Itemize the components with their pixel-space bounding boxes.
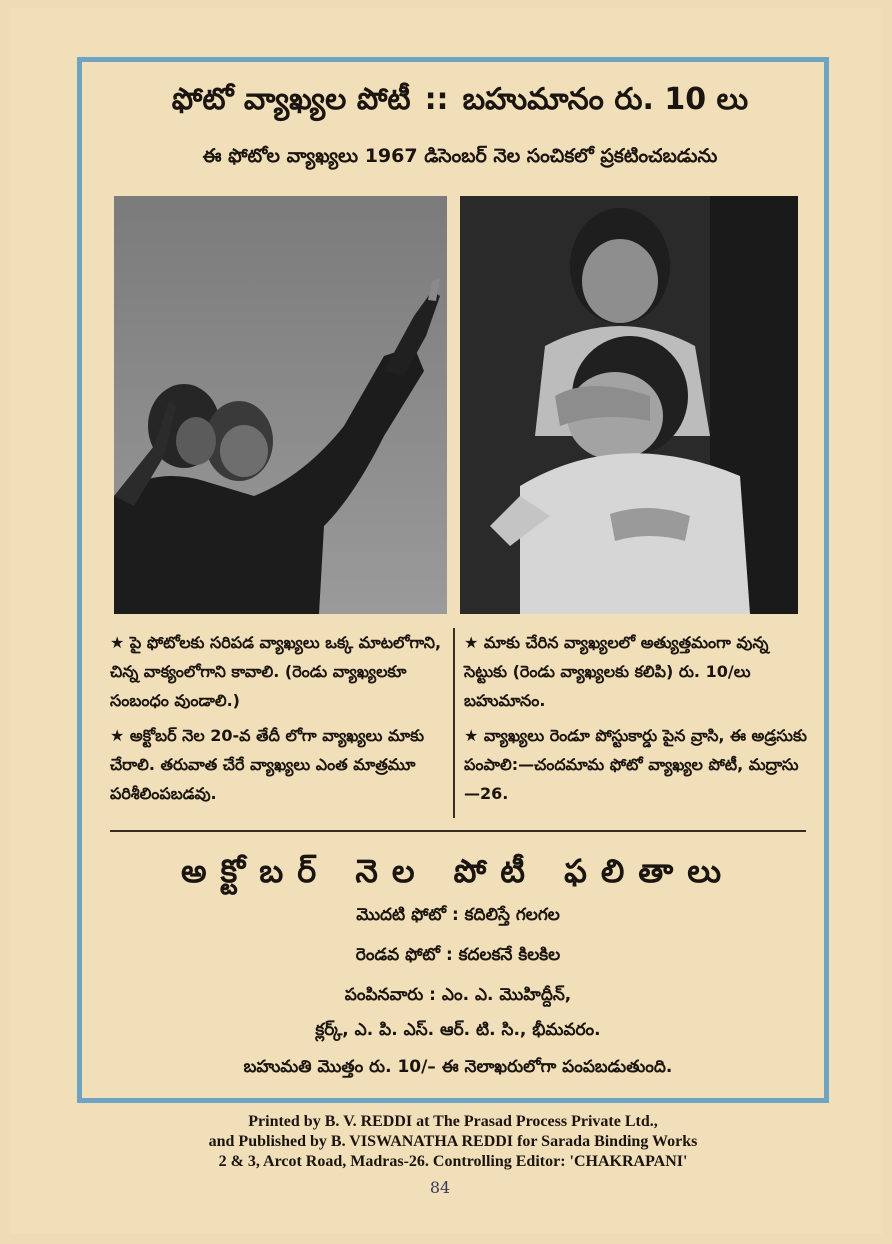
result-second-photo: రెండవ ఫోటో : కదలకనే కిలకిల — [355, 945, 561, 965]
column-divider — [453, 628, 455, 818]
rule-item: ★ అక్టోబర్ నెల 20-వ తేదీ లోగా వ్యాఖ్యలు మాకు చేరాలి. తరువాత చేరే వ్యాఖ్యలు ఎంత మాత్రమూ పరిశీలింపబడవు. — [110, 726, 425, 803]
contest-title-left: ఫోటో వ్యాఖ్యల పోటీ — [171, 82, 411, 117]
contest-title-prize: బహుమానం రు. 10 లు — [462, 82, 749, 117]
imprint-line: 2 & 3, Arcot Road, Madras-26. Controlling Editor: 'CHAKRAPANI' — [218, 1153, 688, 1170]
result-prize-note: బహుమతి మొత్తం రు. 10/– ఈ నెలాఖరులోగా పంపబడుతుంది. — [243, 1057, 673, 1077]
rule-item: ★ వ్యాఖ్యలు రెండూ పోస్టుకార్డు పైన వ్రాసి, ఈ అడ్రసుకు పంపాలి:—చందమామ ఫోటో వ్యాఖ్యల పోటీ, మద్రాసు—26. — [464, 726, 807, 803]
rule-item: ★ పై ఫోటోలకు సరిపడ వ్యాఖ్యలు ఒక్క మాటలోగాని, చిన్న వాక్యంలోగాని కావాలి. (రెండు వ్యాఖ్యలకూ సంబంధం వుండాలి.) — [110, 633, 442, 710]
photo-children-playing — [460, 196, 798, 614]
rules-left-column — [110, 628, 446, 814]
result-sender: పంపినవారు : ఎం. ఎ. మొహిద్దీన్, — [344, 985, 572, 1005]
result-first-photo: మొదటి ఫోటో : కదిలిస్తే గలగల — [356, 905, 560, 925]
page-number: 84 — [429, 1178, 451, 1197]
contest-title — [110, 82, 810, 124]
imprint-footer — [90, 1112, 816, 1172]
contest-subtitle: ఈ ఫోటోల వ్యాఖ్యలు 1967 డిసెంబర్ నెల సంచికలో ప్రకటించబడును — [202, 145, 718, 167]
result-sender-address: క్లర్క్, ఎ. పి. ఎస్. ఆర్. టి. సి., భీమవరం. — [315, 1020, 601, 1040]
section-divider — [110, 830, 806, 832]
photo-boys-pointing — [114, 196, 447, 614]
imprint-line: and Published by B. VISWANATHA REDDI for Sarada Binding Works — [208, 1133, 698, 1150]
results-title: అక్టోబర్ నెల పోటీ ఫలితాలు — [180, 852, 736, 890]
rule-item: ★ మాకు చేరిన వ్యాఖ్యలలో అత్యుత్తమంగా వున్న సెట్టుకు (రెండు వ్యాఖ్యలకు కలిపి) రు. 10/లు బహుమానం. — [464, 633, 769, 710]
contest-title-separator: :: — [424, 82, 449, 117]
imprint-line: Printed by B. V. REDDI at The Prasad Process Private Ltd., — [248, 1113, 658, 1130]
rules-right-column — [464, 628, 810, 814]
